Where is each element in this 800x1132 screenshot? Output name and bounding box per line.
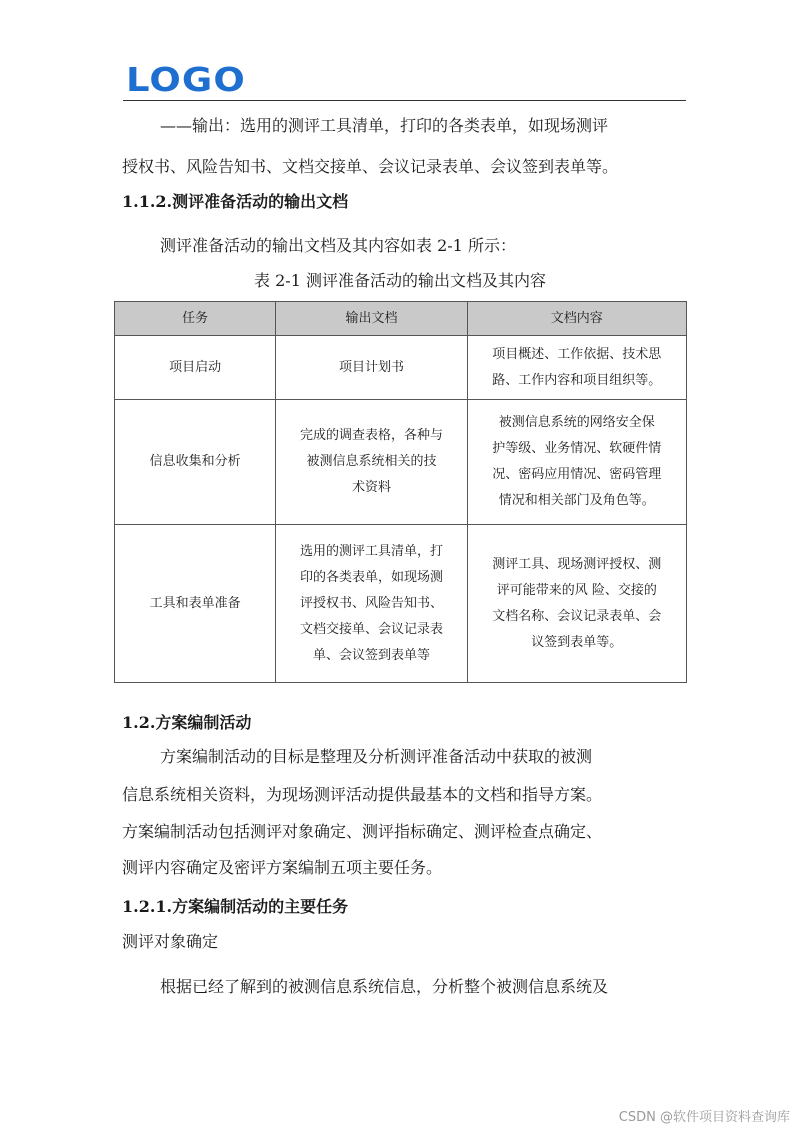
header-rule [123, 100, 686, 101]
table-header-row [115, 302, 687, 336]
table-row [115, 525, 687, 683]
watermark: CSDN @软件项目资料查询库 [618, 1110, 790, 1125]
cell-output [276, 525, 467, 683]
logo: LOGO [126, 60, 246, 99]
section-1-2-1-paragraph: 根据已经了解到的被测信息系统信息，分析整个被测信息系统及 [160, 977, 609, 996]
cell-line: 被测信息系统相关的技 [306, 454, 437, 469]
table-row [115, 400, 687, 525]
cell-line: 文档名称、会议记录表单、会 [492, 608, 662, 624]
cell-line: 评授权书、风险告知书、 [299, 595, 443, 611]
cell-line: 护等级、业务情况、软硬件情 [492, 441, 662, 456]
intro-line-1: ——输出：选用的测评工具清单，打印的各类表单，如现场测评 [160, 116, 609, 135]
output-documents-table [114, 301, 687, 683]
cell-output [276, 400, 467, 525]
section-heading-1-2: 1.2.方案编制活动 [122, 713, 252, 732]
intro-line-2: 授权书、风险告知书、文档交接单、会议记录表单、会议签到表单等。 [122, 157, 619, 176]
cell-line: 路、工作内容和项目组织等。 [492, 372, 662, 388]
section-1-2-line-4: 测评内容确定及密评方案编制五项主要任务。 [122, 858, 443, 877]
section-1-1-2-paragraph: 测评准备活动的输出文档及其内容如表 2-1 所示： [160, 236, 516, 255]
header-task: 任务 [115, 302, 276, 336]
cell-line: 被测信息系统的网络安全保 [498, 415, 655, 430]
cell-content [467, 336, 686, 400]
cell-line: 单、会议签到表单等 [312, 647, 430, 663]
cell-line: 评可能带来的风 险、交接的 [496, 582, 657, 598]
cell-task: 项目启动 [115, 336, 276, 400]
cell-content [467, 400, 686, 525]
subheading-test-object: 测评对象确定 [122, 932, 219, 951]
cell-line: 完成的调查表格，各种与 [299, 428, 443, 443]
cell-task: 信息收集和分析 [115, 400, 276, 525]
cell-line: 情况和相关部门及角色等。 [498, 493, 655, 508]
cell-task: 工具和表单准备 [115, 525, 276, 683]
cell-line: 项目计划书 [338, 359, 404, 375]
section-1-2-line-1: 方案编制活动的目标是整理及分析测评准备活动中获取的被测 [160, 747, 593, 766]
header-output: 输出文档 [276, 302, 467, 336]
cell-line: 议签到表单等。 [531, 634, 623, 650]
section-1-2-line-2: 信息系统相关资料，为现场测评活动提供最基本的文档和指导方案。 [122, 785, 603, 804]
table-row [115, 336, 687, 400]
cell-content [467, 525, 686, 683]
header-content: 文档内容 [467, 302, 686, 336]
table-caption: 表 2-1 测评准备活动的输出文档及其内容 [254, 271, 546, 290]
cell-line: 选用的测评工具清单，打 [299, 543, 443, 559]
cell-line: 测评工具、现场测评授权、测 [492, 556, 662, 572]
section-heading-1-2-1: 1.2.1.方案编制活动的主要任务 [122, 897, 349, 916]
section-heading-1-1-2: 1.1.2.测评准备活动的输出文档 [122, 192, 349, 211]
cell-line: 项目概述、工作依据、技术思 [492, 346, 662, 362]
cell-line: 印的各类表单，如现场测 [299, 569, 443, 585]
cell-line: 文档交接单、会议记录表 [299, 621, 443, 637]
section-1-2-line-3: 方案编制活动包括测评对象确定、测评指标确定、测评检查点确定、 [122, 822, 603, 841]
cell-line: 况、密码应用情况、密码管理 [492, 467, 662, 482]
cell-output [276, 336, 467, 400]
cell-line: 术资料 [351, 480, 391, 495]
